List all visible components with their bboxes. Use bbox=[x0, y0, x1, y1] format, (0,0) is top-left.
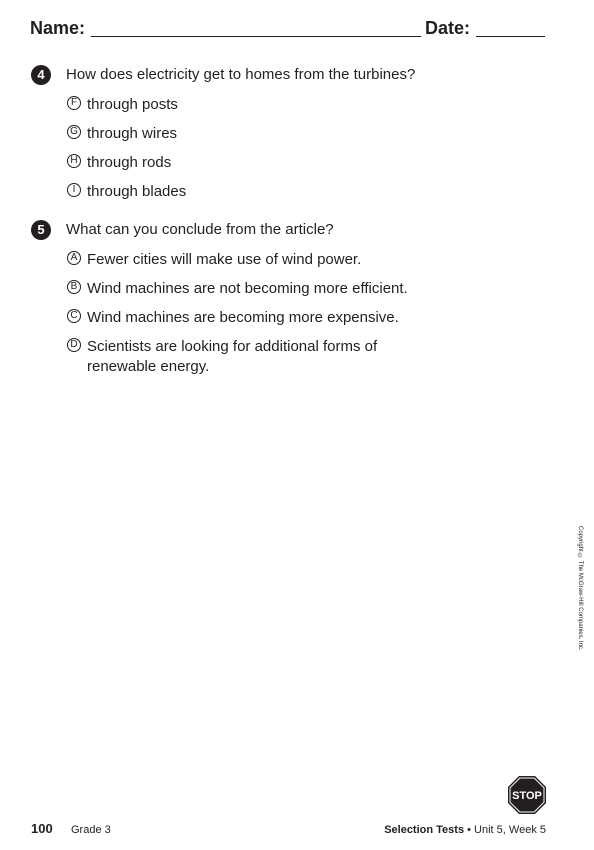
question-text: What can you conclude from the article? bbox=[66, 221, 334, 238]
answer-text: through wires bbox=[87, 125, 178, 142]
answer-text: Fewer cities will make use of wind power. bbox=[87, 251, 362, 268]
stop-label: STOP bbox=[512, 790, 542, 802]
footer-section bbox=[384, 822, 546, 838]
grade-label: Grade 3 bbox=[71, 824, 111, 836]
answer-bubble[interactable]: H bbox=[67, 154, 81, 168]
answer-text: Wind machines are not becoming more efficient. bbox=[87, 280, 408, 297]
answer-text: through rods bbox=[87, 154, 172, 171]
unit-week: Unit 5, Week 5 bbox=[474, 824, 546, 836]
answer-bubble[interactable]: I bbox=[67, 183, 81, 197]
answer-bubble[interactable]: C bbox=[67, 309, 81, 323]
question-number-badge: 5 bbox=[31, 220, 51, 240]
stop-sign-icon bbox=[507, 775, 547, 815]
page-number: 100 bbox=[31, 821, 53, 836]
answer-text: through posts bbox=[87, 96, 178, 113]
question-text: How does electricity get to homes from the turbines? bbox=[66, 66, 416, 83]
date-field-line[interactable] bbox=[476, 36, 545, 37]
footer-separator: • bbox=[464, 824, 475, 836]
stop-octagon bbox=[507, 775, 547, 815]
answer-text: Wind machines are becoming more expensive. bbox=[87, 309, 399, 326]
student-header bbox=[30, 16, 550, 40]
answer-text: Scientists are looking for additional forms of renewable energy. bbox=[87, 338, 378, 375]
page-footer bbox=[30, 821, 546, 837]
answer-bubble[interactable]: D bbox=[67, 338, 81, 352]
answer-bubble[interactable]: A bbox=[67, 251, 81, 265]
copyright-notice: Copyright © The McGraw-Hill Companies, Inc. bbox=[577, 526, 583, 651]
name-field-line[interactable] bbox=[91, 36, 421, 37]
section-title: Selection Tests bbox=[384, 824, 465, 836]
question-number-badge: 4 bbox=[31, 65, 51, 85]
answer-bubble[interactable]: G bbox=[67, 125, 81, 139]
name-label: Name: bbox=[30, 18, 86, 38]
answer-bubble[interactable]: F bbox=[67, 96, 81, 110]
date-label: Date: bbox=[425, 18, 471, 38]
answer-text: through blades bbox=[87, 183, 187, 200]
answer-bubble[interactable]: B bbox=[67, 280, 81, 294]
